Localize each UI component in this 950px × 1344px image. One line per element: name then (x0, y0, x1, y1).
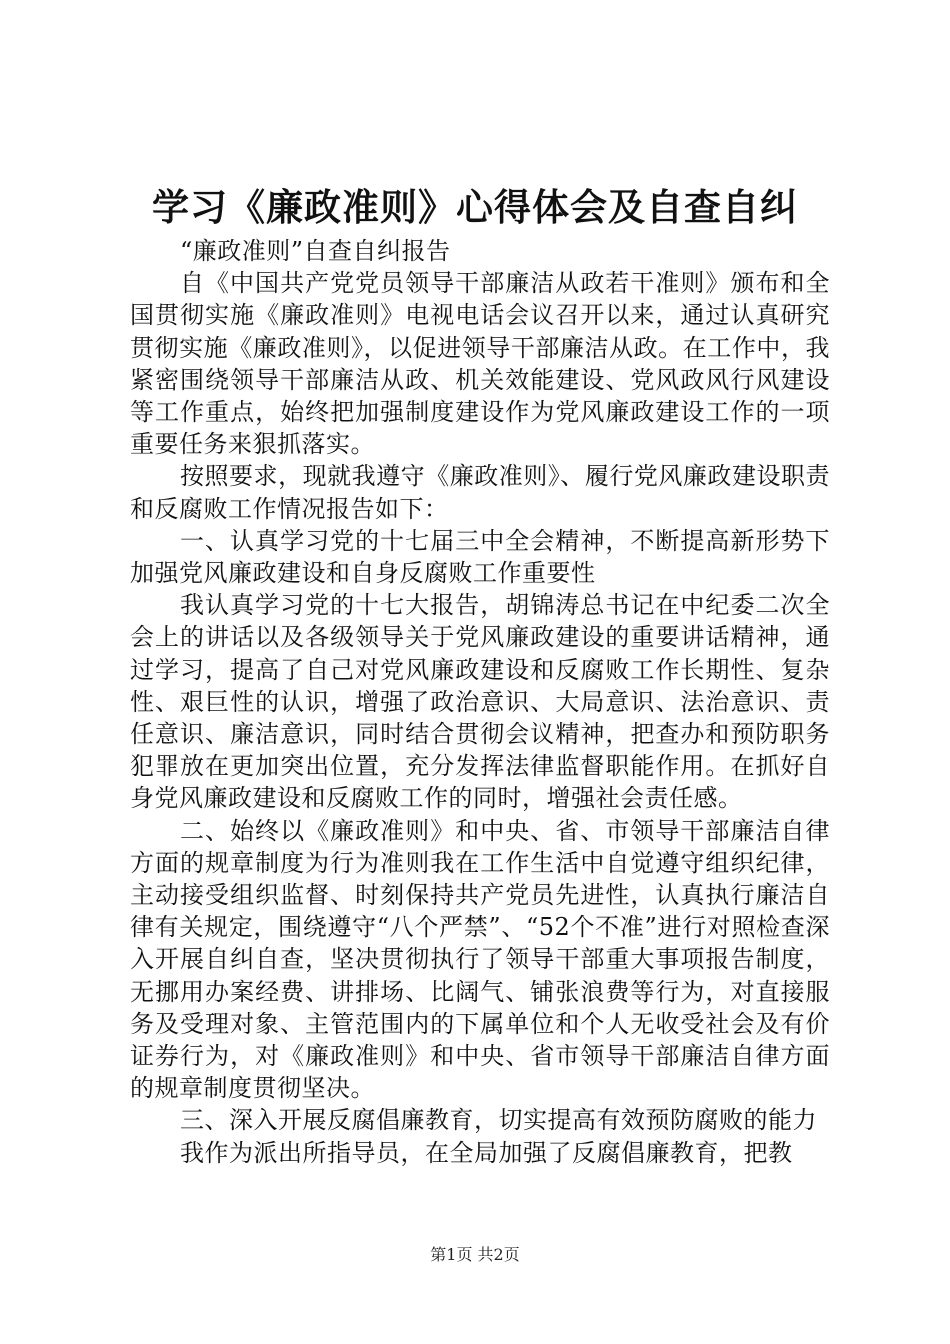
paragraph-intro: 自《中国共产党党员领导干部廉洁从政若干准则》颁布和全国贯彻实施《廉政准则》电视电话会议召开以来，通过认真研究贯彻实施《廉政准则》，以促进领导干部廉洁从政。在工作中，我紧密围绕领导干部廉洁从政、机关效能建设、党风政风行风建设等工作重点，始终把加强制度建设作为党风廉政建设工作的一项重要任务来狠抓落实。 (130, 269, 830, 459)
document-title: 学习《廉政准则》心得体会及自查自纠 (152, 185, 798, 229)
paragraph-section-1: 我认真学习党的十七大报告，胡锦涛总书记在中纪委二次全会上的讲话以及各级领导关于党风廉政建设的重要讲话精神，通过学习，提高了自己对党风廉政建设和反腐败工作长期性、复杂性、艰巨性的认识，增强了政治意识、大局意识、法治意识、责任意识、廉洁意识，同时结合贯彻会议精神，把查办和预防职务犯罪放在更加突出位置，充分发挥法律监督职能作用。在抓好自身党风廉政建设和反腐败工作的同时，增强社会责任感。 (130, 591, 830, 813)
paragraph-section-2: 二、始终以《廉政准则》和中央、省、市领导干部廉洁自律方面的规章制度为行为准则我在工作生活中自觉遵守组织纪律，主动接受组织监督、时刻保持共产党员先进性，认真执行廉洁自律有关规定，围绕遵守“八个严禁”、“52个不准”进行对照检查深入开展自纠自查，坚决贯彻执行了领导干部重大事项报告制度，无挪用办案经费、讲排场、比阔气、铺张浪费等行为，对直接服务及受理对象、主管范围内的下属单位和个人无收受社会及有价证券行为，对《廉政准则》和中央、省市领导干部廉洁自律方面的规章制度贯彻坚决。 (130, 816, 830, 1103)
section-heading-1: 一、认真学习党的十七届三中全会精神，不断提高新形势下加强党风廉政建设和自身反腐败工作重要性 (130, 526, 830, 588)
section-heading-3: 三、深入开展反腐倡廉教育，切实提高有效预防腐败的能力 (180, 1106, 817, 1135)
paragraph-requirements: 按照要求，现就我遵守《廉政准则》、履行党风廉政建设职责和反腐败工作情况报告如下： (130, 462, 830, 523)
page-number-footer: 第1页 共2页 (430, 1245, 520, 1264)
document-body (130, 235, 830, 1169)
report-heading: “廉政准则”自查自纠报告 (180, 237, 451, 265)
paragraph-section-3: 我作为派出所指导员，在全局加强了反腐倡廉教育，把教 (180, 1138, 793, 1167)
